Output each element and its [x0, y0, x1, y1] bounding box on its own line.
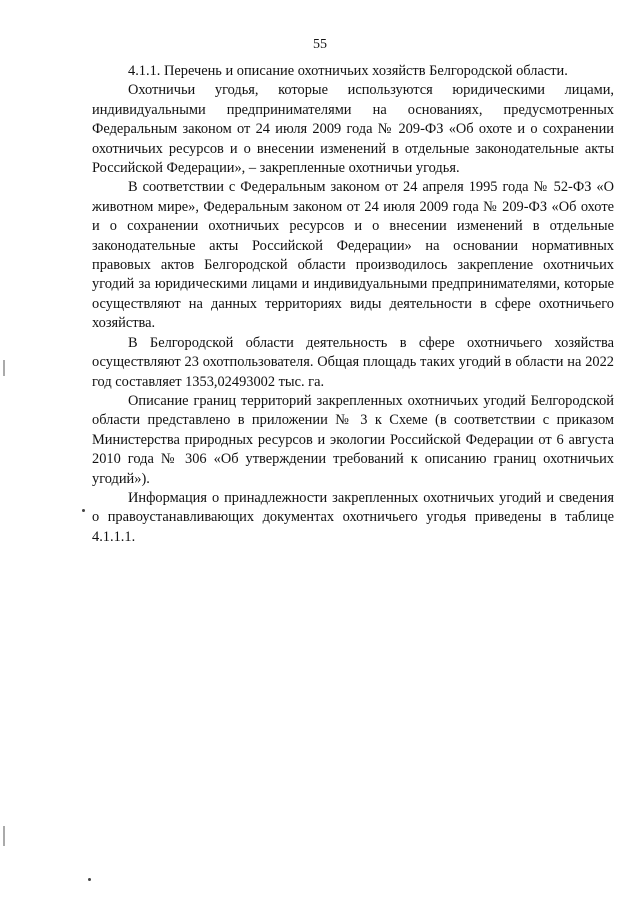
scan-artifact-dot [82, 509, 85, 512]
paragraph-hunting-grounds-definition: Охотничьи угодья, которые используются юридическими лицами, индивидуальными предпринимателями на основаниях, предусмотренных Федеральным законом от 24 июля 2009 года № 209-ФЗ «Об охоте и о сохранении охотничьих ресурсов и о внесении изменений в отдельные законодательные акты Российской Федерации», – закрепленные охотничьи угодья. [92, 82, 614, 177]
scan-artifact-dot [88, 878, 91, 881]
paragraph-hunting-users-area: В Белгородской области деятельность в сфере охотничьего хозяйства осуществляют 23 охотпользователя. Общая площадь таких угодий в области на 2022 год составляет 1353,02493002 тыс. га. [92, 334, 614, 390]
page-number: 55 [313, 37, 327, 52]
paragraph-boundary-description: Описание границ территорий закрепленных охотничьих угодий Белгородской области представлено в приложении № 3 к Схеме (в соответствии с приказом Министерства природных ресурсов и экологии Российской Федерации от 6 августа 2010 года № 306 «Об утверждении требований к описанию границ охотничьих угодий»). [92, 392, 614, 487]
paragraph-table-reference: Информация о принадлежности закрепленных охотничьих угодий и сведения о правоустанавливающих документах охотничьего угодья приведены в таблице 4.1.1.1. [92, 489, 614, 545]
paragraph-legal-basis: В соответствии с Федеральным законом от 24 апреля 1995 года № 52-ФЗ «О животном мире», Федеральным законом от 24 июля 2009 года № 209-ФЗ «Об охоте и о сохранении охотничьих ресурсов и о внесении изменений в отдельные законодательные акты Российской Федерации» на основании нормативных правовых актов Белгородской области производилось закрепление охотничьих угодий за юридическими лицами и индивидуальными предпринимателями, которые осуществляют на данных территориях виды деятельности в сфере охотничьего хозяйства. [92, 179, 614, 332]
document-body [92, 62, 614, 547]
section-heading: 4.1.1. Перечень и описание охотничьих хозяйств Белгородской области. [128, 63, 568, 79]
scan-artifact-mark [3, 360, 5, 376]
scan-artifact-mark [3, 826, 5, 846]
